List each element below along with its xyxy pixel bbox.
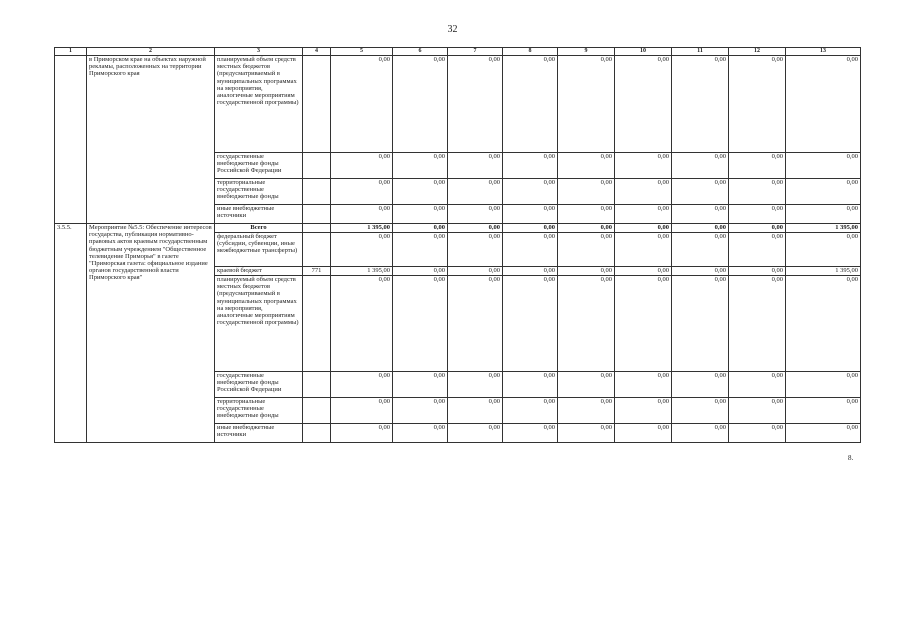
- value-cell: 0,00: [331, 398, 393, 424]
- value-cell: 0,00: [786, 179, 861, 205]
- value-cell: 0,00: [786, 233, 861, 267]
- code-cell: 771: [303, 267, 331, 276]
- value-cell: 0,00: [786, 276, 861, 372]
- value-cell: 0,00: [729, 56, 786, 153]
- value-cell: 0,00: [615, 233, 672, 267]
- funding-source: территориальные государственные внебюджетные фонды: [215, 179, 303, 205]
- budget-table: [54, 47, 861, 443]
- value-cell: 1 395,00: [786, 224, 861, 233]
- value-cell: 0,00: [786, 398, 861, 424]
- value-cell: 0,00: [615, 267, 672, 276]
- value-cell: 0,00: [448, 56, 503, 153]
- value-cell: 0,00: [503, 276, 558, 372]
- header-col-3: 3: [215, 48, 303, 56]
- value-cell: 0,00: [672, 56, 729, 153]
- code-cell: [303, 56, 331, 153]
- funding-source: федеральный бюджет (субсидии, субвенции, иные межбюджетные трансферты): [215, 233, 303, 267]
- value-cell: 0,00: [331, 179, 393, 205]
- header-col-6: 6: [393, 48, 448, 56]
- value-cell: 0,00: [503, 398, 558, 424]
- funding-source: территориальные государственные внебюджетные фонды: [215, 398, 303, 424]
- header-col-4: 4: [303, 48, 331, 56]
- funding-source: иные внебюджетные источники: [215, 424, 303, 443]
- section1-number-cell: [55, 56, 87, 224]
- value-cell: 0,00: [503, 56, 558, 153]
- value-cell: 0,00: [331, 233, 393, 267]
- value-cell: 0,00: [615, 398, 672, 424]
- value-cell: 0,00: [672, 267, 729, 276]
- value-cell: 0,00: [503, 424, 558, 443]
- value-cell: 0,00: [615, 276, 672, 372]
- value-cell: 0,00: [615, 372, 672, 398]
- value-cell: 0,00: [615, 205, 672, 224]
- header-col-2: 2: [87, 48, 215, 56]
- code-cell: [303, 276, 331, 372]
- value-cell: 0,00: [672, 398, 729, 424]
- funding-source: государственные внебюджетные фонды Российской Федерации: [215, 153, 303, 179]
- value-cell: 0,00: [393, 372, 448, 398]
- value-cell: 0,00: [672, 233, 729, 267]
- header-col-8: 8: [503, 48, 558, 56]
- value-cell: 0,00: [331, 424, 393, 443]
- header-row: [55, 48, 861, 56]
- value-cell: 0,00: [331, 205, 393, 224]
- value-cell: 0,00: [786, 424, 861, 443]
- value-cell: 0,00: [558, 179, 615, 205]
- value-cell: 0,00: [615, 179, 672, 205]
- value-cell: 0,00: [615, 224, 672, 233]
- value-cell: 0,00: [786, 153, 861, 179]
- value-cell: 0,00: [558, 233, 615, 267]
- value-cell: 0,00: [331, 276, 393, 372]
- value-cell: 0,00: [393, 224, 448, 233]
- header-col-11: 11: [672, 48, 729, 56]
- funding-source: планируемый объем средств местных бюджетов (предусматриваемый в муниципальных программах на мероприятия, аналогичные мероприятиям государственной программы): [215, 56, 303, 153]
- value-cell: 0,00: [729, 233, 786, 267]
- value-cell: 0,00: [672, 153, 729, 179]
- value-cell: 0,00: [448, 372, 503, 398]
- value-cell: 0,00: [448, 224, 503, 233]
- funding-source-total: Всего: [215, 224, 303, 233]
- value-cell: 0,00: [448, 179, 503, 205]
- value-cell: 0,00: [558, 424, 615, 443]
- value-cell: 0,00: [448, 276, 503, 372]
- code-cell: [303, 233, 331, 267]
- value-cell: 0,00: [672, 224, 729, 233]
- header-col-13: 13: [786, 48, 861, 56]
- code-cell: [303, 179, 331, 205]
- value-cell: 0,00: [503, 153, 558, 179]
- header-col-7: 7: [448, 48, 503, 56]
- value-cell: 0,00: [448, 153, 503, 179]
- funding-source: государственные внебюджетные фонды Российской Федерации: [215, 372, 303, 398]
- value-cell: 1 395,00: [331, 267, 393, 276]
- value-cell: 0,00: [786, 372, 861, 398]
- value-cell: 0,00: [729, 424, 786, 443]
- value-cell: 0,00: [393, 276, 448, 372]
- table-row: [55, 56, 861, 153]
- value-cell: 0,00: [393, 267, 448, 276]
- value-cell: 0,00: [558, 267, 615, 276]
- table-row: [55, 224, 861, 233]
- header-col-9: 9: [558, 48, 615, 56]
- value-cell: 0,00: [615, 424, 672, 443]
- value-cell: 0,00: [672, 424, 729, 443]
- code-cell: [303, 424, 331, 443]
- value-cell: 0,00: [393, 153, 448, 179]
- value-cell: 0,00: [503, 224, 558, 233]
- value-cell: 0,00: [448, 233, 503, 267]
- code-cell: [303, 153, 331, 179]
- value-cell: 0,00: [672, 276, 729, 372]
- funding-source: иные внебюджетные источники: [215, 205, 303, 224]
- value-cell: 0,00: [503, 372, 558, 398]
- value-cell: 0,00: [393, 205, 448, 224]
- value-cell: 0,00: [729, 398, 786, 424]
- value-cell: 0,00: [393, 398, 448, 424]
- funding-source: краевой бюджет: [215, 267, 303, 276]
- value-cell: 0,00: [448, 205, 503, 224]
- value-cell: 0,00: [558, 56, 615, 153]
- funding-source: планируемый объем средств местных бюджетов (предусматриваемый в муниципальных программах на мероприятия, аналогичные мероприятиям государственной программы): [215, 276, 303, 372]
- value-cell: 0,00: [729, 205, 786, 224]
- value-cell: 0,00: [558, 153, 615, 179]
- value-cell: 1 395,00: [331, 224, 393, 233]
- section2-description: Мероприятие №5.5: Обеспечение интересов государства, публикация нормативно-правовых актов краевым государственным бюджетным учреждением "Общественное телевидение Приморья" в газете "Приморская газета: официальное издание органов государственной власти Приморского края": [87, 224, 215, 443]
- value-cell: 0,00: [448, 267, 503, 276]
- value-cell: 0,00: [393, 56, 448, 153]
- value-cell: 0,00: [503, 179, 558, 205]
- value-cell: 0,00: [448, 424, 503, 443]
- code-cell: [303, 398, 331, 424]
- value-cell: 0,00: [729, 153, 786, 179]
- value-cell: 0,00: [729, 267, 786, 276]
- value-cell: 0,00: [393, 233, 448, 267]
- value-cell: 0,00: [672, 205, 729, 224]
- value-cell: 0,00: [729, 372, 786, 398]
- value-cell: 0,00: [672, 372, 729, 398]
- footer-mark: 8.: [848, 454, 854, 462]
- value-cell: 0,00: [503, 267, 558, 276]
- value-cell: 0,00: [786, 56, 861, 153]
- value-cell: 0,00: [503, 233, 558, 267]
- code-cell: [303, 224, 331, 233]
- value-cell: 0,00: [615, 153, 672, 179]
- value-cell: 0,00: [729, 224, 786, 233]
- value-cell: 0,00: [393, 424, 448, 443]
- code-cell: [303, 205, 331, 224]
- page-number: 32: [447, 24, 458, 35]
- header-col-5: 5: [331, 48, 393, 56]
- value-cell: 0,00: [331, 153, 393, 179]
- value-cell: 0,00: [786, 205, 861, 224]
- value-cell: 0,00: [331, 56, 393, 153]
- value-cell: 0,00: [558, 205, 615, 224]
- value-cell: 0,00: [558, 398, 615, 424]
- value-cell: 0,00: [503, 205, 558, 224]
- value-cell: 0,00: [393, 179, 448, 205]
- value-cell: 0,00: [672, 179, 729, 205]
- value-cell: 1 395,00: [786, 267, 861, 276]
- value-cell: 0,00: [558, 372, 615, 398]
- header-col-10: 10: [615, 48, 672, 56]
- section1-description: в Приморском крае на объектах наружной рекламы, расположенных на территории Приморского края: [87, 56, 215, 224]
- value-cell: 0,00: [448, 398, 503, 424]
- value-cell: 0,00: [558, 224, 615, 233]
- value-cell: 0,00: [331, 372, 393, 398]
- value-cell: 0,00: [729, 276, 786, 372]
- value-cell: 0,00: [558, 276, 615, 372]
- value-cell: 0,00: [729, 179, 786, 205]
- value-cell: 0,00: [615, 56, 672, 153]
- header-col-12: 12: [729, 48, 786, 56]
- code-cell: [303, 372, 331, 398]
- header-col-1: 1: [55, 48, 87, 56]
- section2-number: 3.5.5.: [55, 224, 87, 443]
